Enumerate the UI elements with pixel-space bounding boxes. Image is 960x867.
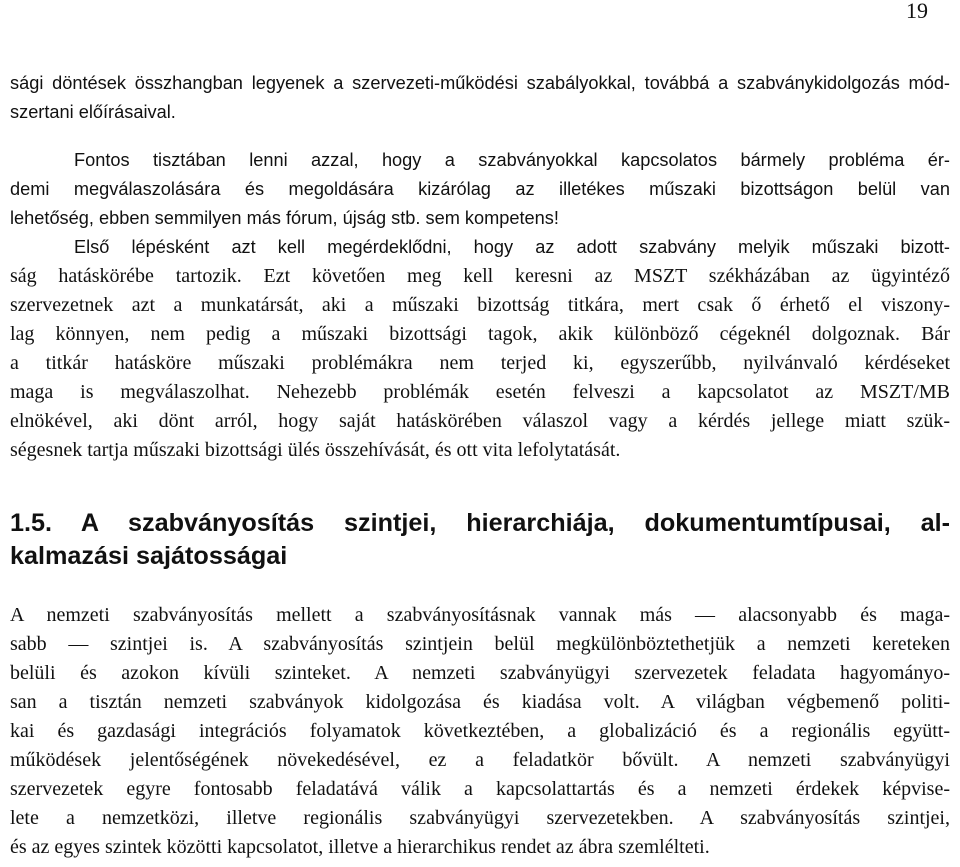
text-line: lag könnyen, nem pedig a műszaki bizottsági tagok, akik különböző cégeknél dolgoznak. Bár [10,323,950,345]
text-line: Első lépésként azt kell megérdeklődni, hogy az adott szabvány melyik műszaki bizott- [74,237,950,257]
intro-paragraph [10,69,950,127]
text-line: ság hatáskörébe tartozik. Ezt követően meg kell keresni az MSZT székházában az ügyintéző [10,265,950,287]
text-line: sabb — szintjei is. A szabványosítás szintjein belül megkülönböztethetjük a nemzeti kereteken [10,633,950,655]
text-line: szervezetnek azt a munkatársát, aki a műszaki bizottság titkára, mert csak ő érhető el viszony- [10,294,950,316]
text-line: működések jelentőségének növekedésével, ez a feladatkör bővült. A nemzeti szabványügyi [10,749,950,771]
text-line: san a tisztán nemzeti szabványok kidolgozása és kiadása volt. A világban végbemenő politi- [10,691,950,713]
text-line: Fontos tisztában lenni azzal, hogy a szabványokkal kapcsolatos bármely probléma ér- [74,150,950,170]
paragraph-3 [10,601,950,862]
text-line: elnökével, aki dönt arról, hogy saját hatáskörében válaszol vagy a kérdés jellege miatt szük- [10,410,950,432]
text-line: és az egyes szintek közötti kapcsolatot, illetve a hierarchikus rendet az ábra szemlélteti. [10,836,710,858]
heading-line: kalmazási sajátosságai [10,542,288,570]
text-line: lete a nemzetközi, illetve regionális szabványügyi szervezetekben. A szabványosítás szintjei, [10,807,950,829]
text-line: sági döntések összhangban legyenek a szervezeti-működési szabályokkal, továbbá a szabványkidolgozás mód- [10,73,950,93]
text-line: kai és gazdasági integrációs folyamatok következtében, a globalizáció és a regionális együtt- [10,720,950,742]
paragraph-2 [10,233,950,465]
text-line: ségesnek tartja műszaki bizottsági ülés összehívását, és ott vita lefolytatását. [10,439,621,461]
text-line: szertani előírásaival. [10,102,176,122]
heading-line: 1.5. A szabványosítás szintjei, hierarchiája, dokumentumtípusai, al- [10,509,950,537]
text-line: maga is megválaszolhat. Nehezebb problémák esetén felveszi a kapcsolatot az MSZT/MB [10,381,950,403]
paragraph-1 [10,146,950,233]
text-line: szervezetek egyre fontosabb feladatává válik a kapcsolattartás és a nemzeti érdekek képvise- [10,778,950,800]
text-line: belüli és azokon kívüli szinteket. A nemzeti szabványügyi szervezetek feladata hagyományo- [10,662,950,684]
section-heading [10,507,950,573]
text-line: a titkár hatásköre műszaki problémákra nem terjed ki, egyszerűbb, nyilvánvaló kérdéseket [10,352,950,374]
text-line: demi megválaszolására és megoldására kizárólag az illetékes műszaki bizottságon belül van [10,179,950,199]
text-line: A nemzeti szabványosítás mellett a szabványosításnak vannak más — alacsonyabb és maga- [10,604,950,626]
text-line: lehetőség, ebben semmilyen más fórum, újság stb. sem kompetens! [10,208,559,228]
page-number: 19 [906,0,928,23]
